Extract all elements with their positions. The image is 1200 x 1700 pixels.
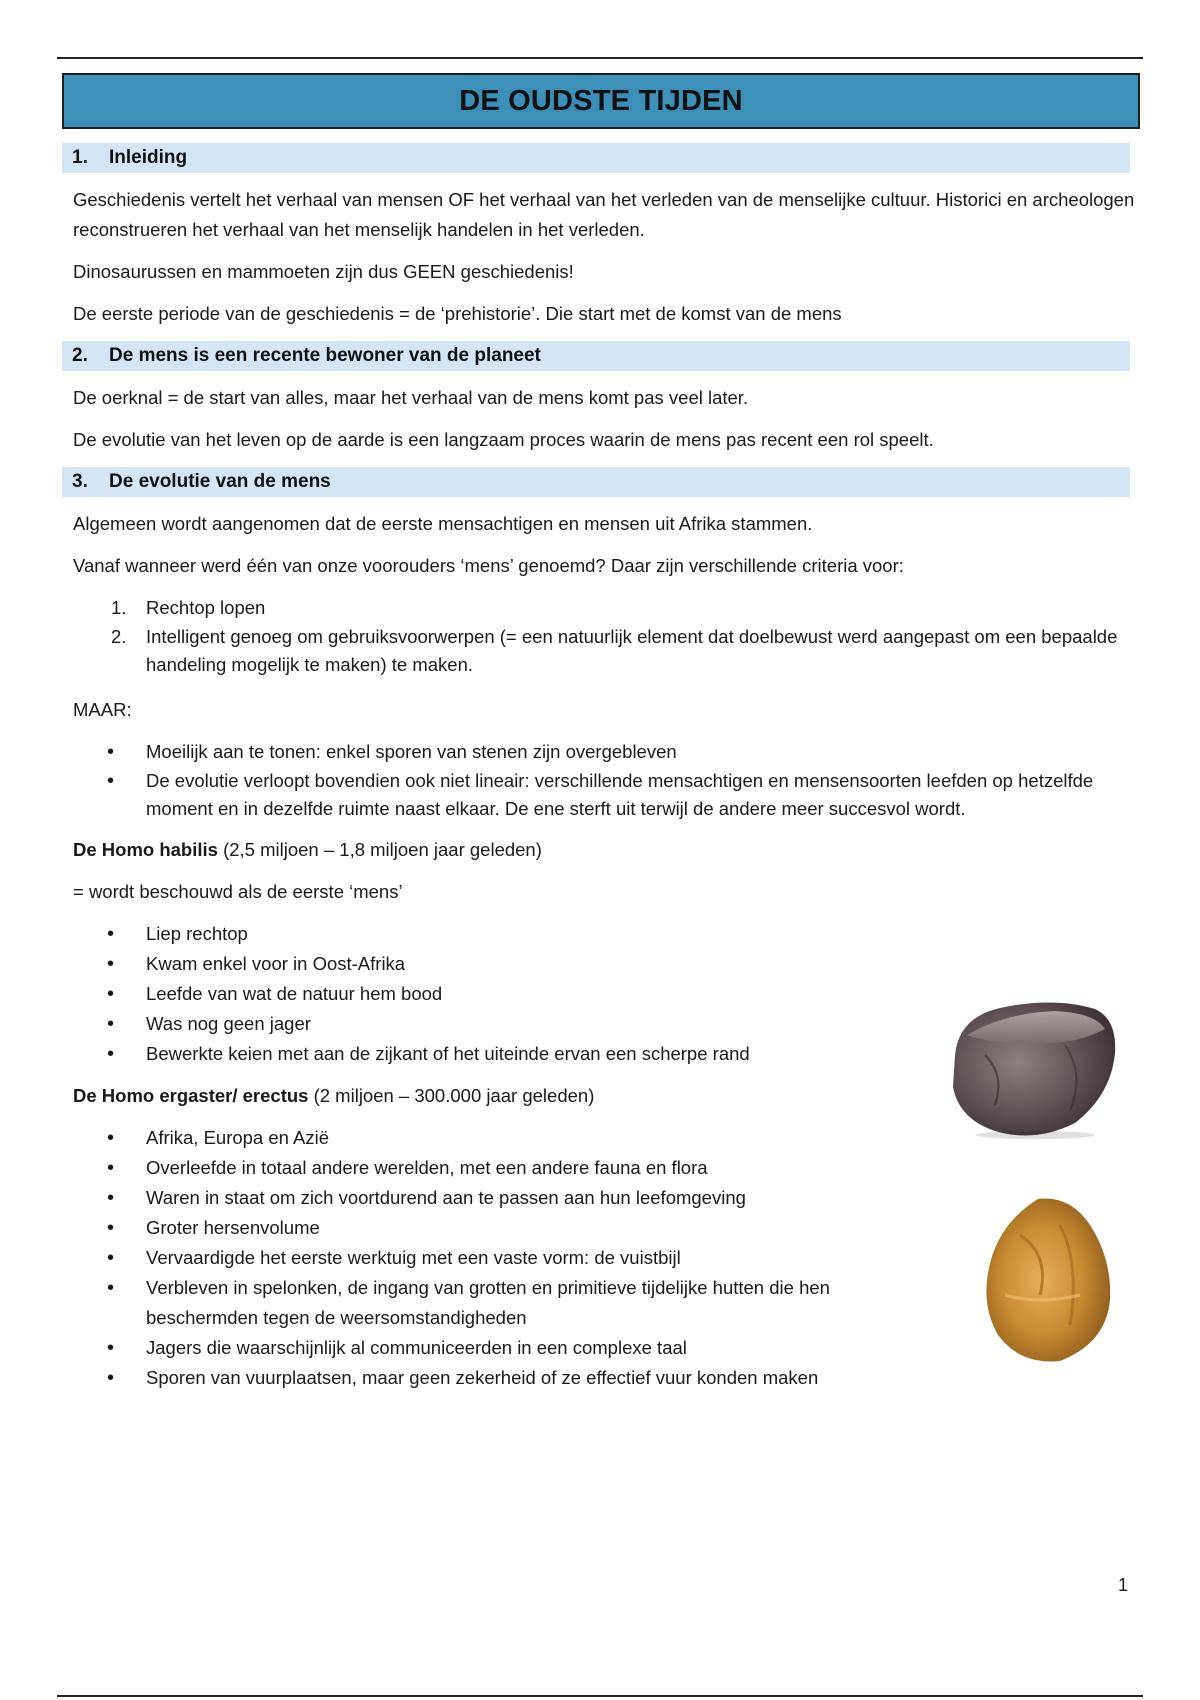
document-page: [62, 73, 1140, 1393]
list-item: [62, 593, 1140, 623]
list-number: 1.: [111, 597, 127, 618]
list-item-text: Liep rechtop: [146, 923, 248, 944]
section-heading-evolutie: [62, 467, 1130, 497]
species-period: (2,5 miljoen – 1,8 miljoen jaar geleden): [217, 839, 542, 860]
list-item-text: Waren in staat om zich voortdurend aan te passen aan hun leefomgeving: [146, 1187, 746, 1208]
bullet-icon: •: [107, 1127, 115, 1149]
section-title: De evolutie van de mens: [109, 471, 331, 492]
list-item: [62, 767, 1140, 823]
bullet-icon: •: [107, 1187, 115, 1209]
list-item: [62, 949, 1140, 979]
criteria-list: [62, 593, 1140, 679]
list-item-text: Rechtop lopen: [146, 597, 266, 618]
list-item: [62, 1213, 1140, 1243]
section-title: Inleiding: [109, 147, 188, 168]
bullet-icon: •: [107, 923, 115, 945]
species-heading-habilis: [62, 835, 1140, 865]
title-banner: [62, 73, 1140, 129]
bullet-icon: •: [107, 1337, 115, 1359]
bullet-icon: •: [107, 1157, 115, 1179]
section-heading-recente-bewoner: [62, 341, 1130, 371]
paragraph: De oerknal = de start van alles, maar het verhaal van de mens komt pas veel later.: [73, 387, 749, 408]
bullet-icon: •: [107, 1043, 115, 1065]
list-item-text: Intelligent genoeg om gebruiksvoorwerpen (= een natuurlijk element dat doelbewust werd aangepast om een bepaalde handeling mogelijk te maken) te maken.: [146, 626, 1118, 675]
list-item-text: Jagers die waarschijnlijk al communiceerden in een complexe taal: [146, 1337, 687, 1358]
page-title: DE OUDSTE TIJDEN: [459, 84, 743, 117]
paragraph: De eerste periode van de geschiedenis = de ‘prehistorie’. Die start met de komst van de mens: [73, 303, 842, 324]
paragraph: = wordt beschouwd als de eerste ‘mens’: [73, 881, 403, 902]
bullet-icon: •: [107, 1247, 115, 1269]
chopper-stone-image: [945, 995, 1120, 1145]
bullet-icon: •: [107, 1217, 115, 1239]
bullet-icon: •: [107, 953, 115, 975]
paragraph: Geschiedenis vertelt het verhaal van mensen OF het verhaal van het verleden van de menselijke cultuur. Historici en archeologen reconstrueren het verhaal van het menselijk handelen in het verleden.: [73, 189, 1135, 240]
bullet-icon: •: [107, 1367, 115, 1389]
section-number: 2.: [72, 345, 88, 366]
list-item: [62, 737, 1140, 767]
list-item-text: Overleefde in totaal andere werelden, met een andere fauna en flora: [146, 1157, 708, 1178]
list-item: [62, 1273, 1140, 1333]
list-item-text: Sporen van vuurplaatsen, maar geen zekerheid of ze effectief vuur konden maken: [146, 1367, 819, 1388]
list-item-text: Groter hersenvolume: [146, 1217, 320, 1238]
list-item: [62, 919, 1140, 949]
paragraph: De evolutie van het leven op de aarde is een langzaam proces waarin de mens pas recent een rol speelt.: [73, 429, 934, 450]
bottom-rule: [57, 1695, 1143, 1697]
list-item-text: Vervaardigde het eerste werktuig met een vaste vorm: de vuistbijl: [146, 1247, 681, 1268]
bullet-icon: •: [107, 770, 115, 792]
list-item: [62, 1363, 1140, 1393]
list-item: [62, 1183, 1140, 1213]
paragraph: Dinosaurussen en mammoeten zijn dus GEEN geschiedenis!: [73, 261, 574, 282]
list-item-text: De evolutie verloopt bovendien ook niet lineair: verschillende mensachtigen en mensensoorten leefden op hetzelfde moment en in dezelfde ruimte naast elkaar. De ene sterft uit terwijl de andere meer succesvol wordt.: [146, 770, 1094, 819]
list-item-text: Afrika, Europa en Azië: [146, 1127, 330, 1148]
section-heading-inleiding: [62, 143, 1130, 173]
bullet-icon: •: [107, 1013, 115, 1035]
erectus-list: [62, 1123, 1140, 1393]
hand-axe-image: [980, 1195, 1120, 1370]
list-item: [62, 623, 1140, 679]
paragraph: Algemeen wordt aangenomen dat de eerste mensachtigen en mensen uit Afrika stammen.: [73, 513, 813, 534]
bullet-icon: •: [107, 1277, 115, 1299]
list-item-text: Kwam enkel voor in Oost-Afrika: [146, 953, 406, 974]
list-item: [62, 1333, 1140, 1363]
list-number: 2.: [111, 626, 127, 647]
list-item-text: Bewerkte keien met aan de zijkant of het uiteinde ervan een scherpe rand: [146, 1043, 750, 1064]
list-item-text: Moeilijk aan te tonen: enkel sporen van stenen zijn overgebleven: [146, 741, 677, 762]
list-item-text: Leefde van wat de natuur hem bood: [146, 983, 443, 1004]
page-number: 1: [1117, 1575, 1128, 1595]
maar-list: [62, 737, 1140, 823]
bullet-icon: •: [107, 741, 115, 763]
list-item-text: Verbleven in spelonken, de ingang van grotten en primitieve tijdelijke hutten die hen beschermden tegen de weersomstandigheden: [146, 1277, 830, 1328]
list-item-text: Was nog geen jager: [146, 1013, 311, 1034]
list-item: [62, 1153, 1140, 1183]
section-number: 1.: [72, 147, 88, 168]
bullet-icon: •: [107, 983, 115, 1005]
top-rule: [57, 57, 1143, 59]
paragraph: Vanaf wanneer werd één van onze voorouders ‘mens’ genoemd? Daar zijn verschillende criteria voor:: [73, 555, 904, 576]
species-period: (2 miljoen – 300.000 jaar geleden): [308, 1085, 595, 1106]
species-name: De Homo ergaster/ erectus: [73, 1085, 309, 1106]
list-item: [62, 1243, 1140, 1273]
paragraph: MAAR:: [73, 699, 132, 720]
section-title: De mens is een recente bewoner van de planeet: [109, 345, 541, 366]
section-number: 3.: [72, 471, 88, 492]
species-name: De Homo habilis: [73, 839, 218, 860]
